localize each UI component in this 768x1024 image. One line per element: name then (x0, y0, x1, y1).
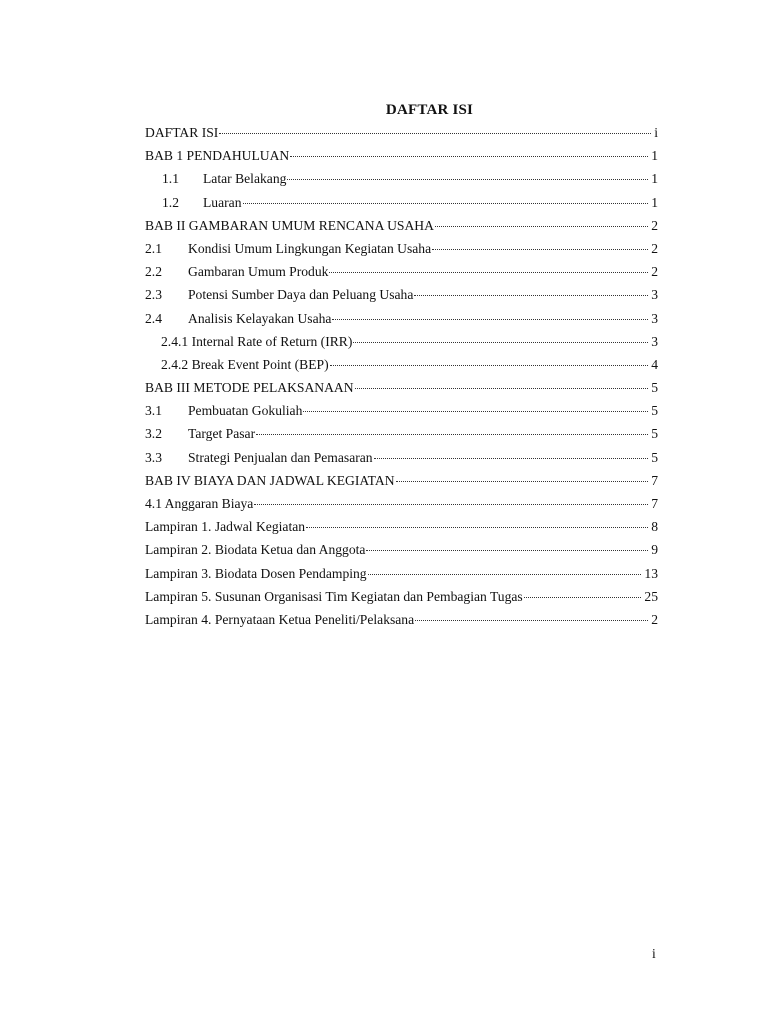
toc-entry[interactable] (145, 260, 658, 283)
toc-entry-title: Lampiran 3. Biodata Dosen Pendamping (145, 565, 367, 581)
toc-entry[interactable] (145, 399, 658, 422)
toc-entry-page: 5 (651, 449, 658, 465)
toc-entry[interactable] (145, 562, 658, 585)
toc-entry-page: 2 (651, 264, 658, 280)
toc-entry-title: Potensi Sumber Daya dan Peluang Usaha (188, 287, 414, 303)
toc-entry-page: 1 (651, 171, 658, 187)
toc-entry[interactable] (145, 214, 658, 237)
toc-entry-number: 1.1 (162, 171, 179, 187)
toc-entry[interactable] (145, 469, 658, 492)
toc-entry-title: Analisis Kelayakan Usaha (188, 310, 332, 326)
toc-entry-page: 13 (644, 565, 658, 581)
toc-entry-page: 5 (651, 403, 658, 419)
toc-entry-title: Lampiran 2. Biodata Ketua dan Anggota (145, 542, 366, 558)
table-of-contents (145, 121, 658, 631)
toc-entry[interactable] (145, 446, 658, 469)
toc-entry-page: 2 (651, 240, 658, 256)
dot-leader (306, 525, 648, 528)
toc-entry-number: 2.3 (145, 287, 162, 303)
toc-entry-title: 2.4.2 Break Event Point (BEP) (161, 356, 329, 372)
toc-entry-number: 2.1 (145, 240, 162, 256)
dot-leader (254, 502, 648, 505)
dot-leader (374, 456, 649, 459)
toc-entry-title: Latar Belakang (203, 171, 287, 187)
dot-leader (396, 479, 649, 482)
toc-entry-page: 5 (651, 426, 658, 442)
toc-entry-page: 7 (651, 496, 658, 511)
toc-entry[interactable] (145, 353, 658, 376)
page-title: DAFTAR ISI (385, 102, 474, 118)
toc-entry-page: 2 (651, 611, 658, 627)
toc-entry-title: BAB II GAMBARAN UMUM RENCANA USAHA (145, 217, 434, 233)
page-number: i (652, 946, 656, 961)
dot-leader (332, 317, 648, 320)
toc-entry-page: 1 (651, 148, 658, 164)
dot-leader (524, 595, 642, 598)
toc-entry[interactable] (145, 121, 658, 144)
toc-entry[interactable] (145, 538, 658, 561)
toc-entry[interactable] (145, 144, 658, 167)
toc-entry-title: Lampiran 1. Jadwal Kegiatan (145, 519, 306, 535)
toc-entry[interactable] (145, 307, 658, 330)
toc-entry-page: i (654, 125, 658, 140)
toc-entry-number: 2.4 (145, 310, 162, 326)
toc-entry-title: BAB 1 PENDAHULUAN (145, 148, 290, 164)
dot-leader (415, 618, 648, 621)
toc-entry-page: 7 (651, 472, 658, 488)
dot-leader (432, 247, 648, 250)
toc-entry-page: 25 (644, 588, 658, 604)
toc-entry-number: 3.2 (145, 426, 162, 442)
dot-leader (256, 432, 648, 435)
toc-entry-number: 1.2 (162, 194, 179, 210)
dot-leader (303, 409, 648, 412)
dot-leader (219, 131, 651, 134)
toc-entry-number: 3.1 (145, 403, 162, 419)
toc-entry[interactable] (145, 283, 658, 306)
dot-leader (368, 572, 642, 575)
toc-entry[interactable] (145, 422, 658, 445)
toc-entry-title: Target Pasar (188, 426, 256, 442)
toc-entry[interactable] (145, 515, 658, 538)
toc-entry-title: Kondisi Umum Lingkungan Kegiatan Usaha (188, 240, 432, 256)
toc-entry-title: Lampiran 4. Pernyataan Ketua Peneliti/Pelaksana (145, 611, 415, 627)
toc-entry-page: 3 (651, 310, 658, 326)
toc-entry[interactable] (145, 237, 658, 260)
toc-entry-page: 1 (651, 194, 658, 210)
dot-leader (435, 224, 648, 227)
toc-entry[interactable] (145, 585, 658, 608)
toc-entry-title: Luaran (203, 194, 242, 210)
toc-entry[interactable] (145, 492, 658, 515)
toc-entry[interactable] (145, 608, 658, 631)
toc-entry-page: 3 (651, 333, 658, 349)
dot-leader (355, 386, 649, 389)
dot-leader (414, 293, 648, 296)
toc-entry-title: 2.4.1 Internal Rate of Return (IRR) (161, 333, 353, 349)
toc-entry-title: BAB III METODE PELAKSANAAN (145, 380, 354, 396)
toc-entry-page: 4 (651, 356, 658, 372)
toc-entry-title: BAB IV BIAYA DAN JADWAL KEGIATAN (145, 472, 395, 488)
toc-entry-title: DAFTAR ISI (145, 125, 219, 140)
toc-entry-title: Gambaran Umum Produk (188, 264, 329, 280)
toc-entry[interactable] (145, 191, 658, 214)
dot-leader (366, 548, 648, 551)
toc-entry-number: 2.2 (145, 264, 162, 280)
toc-entry-page: 3 (651, 287, 658, 303)
toc-entry-page: 9 (651, 542, 658, 558)
toc-entry-number: 3.3 (145, 449, 162, 465)
toc-entry-page: 8 (651, 519, 658, 535)
dot-leader (290, 154, 648, 157)
dot-leader (329, 270, 648, 273)
dot-leader (243, 201, 649, 204)
dot-leader (353, 340, 648, 343)
toc-entry-title: Strategi Penjualan dan Pemasaran (188, 449, 373, 465)
toc-entry-title: Lampiran 5. Susunan Organisasi Tim Kegiatan dan Pembagian Tugas (145, 588, 523, 604)
dot-leader (287, 177, 648, 180)
toc-entry-title: Pembuatan Gokuliah (188, 403, 303, 419)
toc-entry[interactable] (145, 330, 658, 353)
dot-leader (330, 363, 649, 366)
toc-entry-title: 4.1 Anggaran Biaya (145, 496, 254, 511)
toc-entry[interactable] (145, 167, 658, 190)
toc-entry-page: 2 (651, 217, 658, 233)
toc-entry-page: 5 (651, 380, 658, 396)
toc-entry[interactable] (145, 376, 658, 399)
